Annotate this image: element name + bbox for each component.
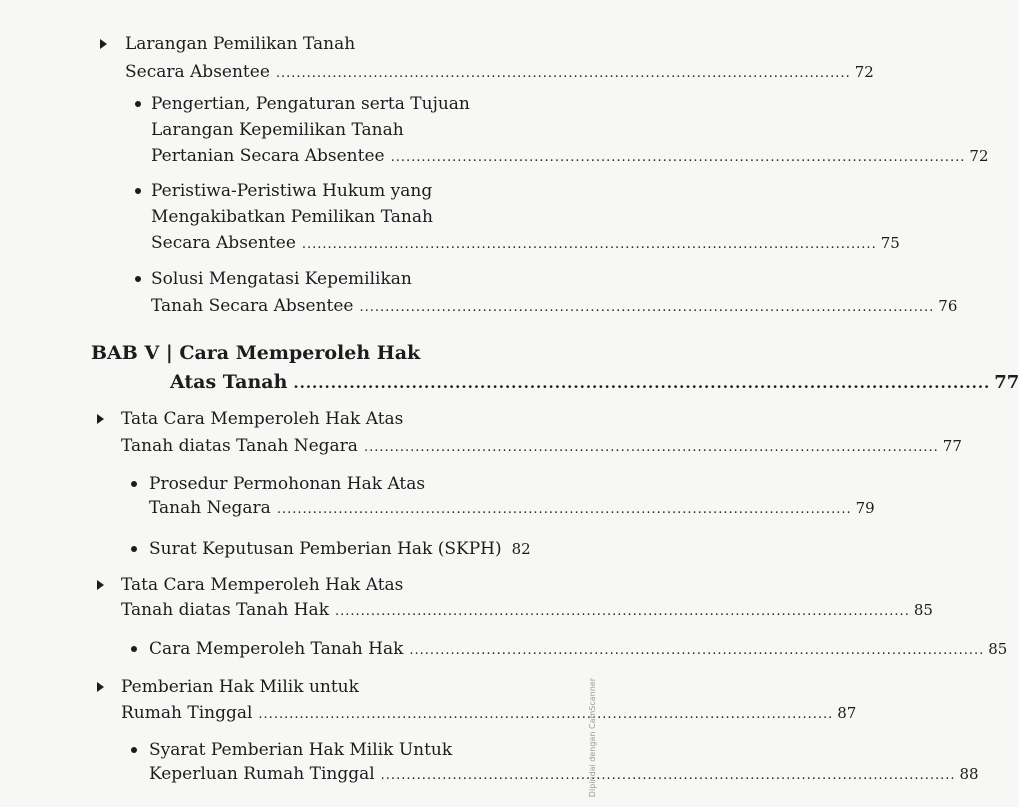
page-number: 77 (942, 437, 962, 455)
dot-leader: ................................................................................................................ (275, 66, 851, 81)
dot-leader: ................................................................................................................ (335, 604, 910, 619)
page-number: 82 (511, 540, 531, 558)
toc-title-line: Larangan Pemilikan Tanah (125, 34, 356, 54)
dot-leader: ................................................................................................................ (276, 502, 852, 517)
toc-title-line: Prosedur Permohonan Hak Atas (149, 474, 426, 494)
toc-title-line: Pengertian, Pengaturan serta Tujuan (151, 94, 470, 114)
toc-leader-line (149, 637, 1008, 663)
dot-bullet-icon (131, 546, 137, 552)
dot-leader: ................................................................................................................ (380, 768, 956, 783)
toc-title-line: Rumah Tinggal (121, 703, 253, 723)
page-number: 75 (880, 234, 900, 252)
page-number: 76 (938, 297, 958, 315)
scanner-watermark: Dipindai dengan CamScanner (588, 677, 597, 797)
toc-leader-line (151, 294, 958, 320)
dot-bullet-icon (131, 646, 137, 652)
dot-leader: ................................................................................................................ (363, 440, 939, 455)
toc-leader-line (149, 762, 979, 788)
chapter-title: BAB V | Cara Memperoleh Hak (91, 342, 421, 364)
toc-title-line: Larangan Kepemilikan Tanah (151, 120, 404, 140)
page-number: 72 (854, 63, 874, 81)
toc-title-line: Tata Cara Memperoleh Hak Atas (121, 409, 404, 429)
dot-bullet-icon (131, 747, 137, 753)
toc-leader-line (151, 231, 900, 257)
toc-title-line: Pertanian Secara Absentee (151, 146, 385, 166)
triangle-bullet-icon (97, 682, 104, 692)
toc-title-line: Tanah Secara Absentee (151, 296, 354, 316)
dot-leader: ................................................................................................................ (301, 237, 877, 252)
toc-title-line: Tanah diatas Tanah Hak (121, 600, 329, 620)
page-number: 77 (994, 372, 1019, 393)
page-number: 79 (855, 499, 875, 517)
dot-bullet-icon (135, 101, 141, 107)
dot-leader: ................................................................................................................ (293, 374, 991, 392)
toc-leader-line (149, 537, 531, 563)
page-number: 87 (837, 704, 857, 722)
toc-title-line: Secara Absentee (151, 233, 296, 253)
toc-title-line: Tata Cara Memperoleh Hak Atas (121, 575, 404, 595)
toc-leader-line (121, 701, 857, 727)
toc-title-line: Secara Absentee (125, 62, 270, 82)
page-number: 72 (969, 147, 989, 165)
toc-leader-line (121, 598, 933, 624)
dot-leader: ................................................................................................................ (359, 300, 935, 315)
page-number: 85 (913, 601, 933, 619)
triangle-bullet-icon (97, 414, 104, 424)
chapter-title: Atas Tanah (170, 371, 288, 393)
toc-leader-line (170, 368, 1019, 397)
dot-bullet-icon (135, 188, 141, 194)
triangle-bullet-icon (97, 580, 104, 590)
dot-leader: ................................................................................................................ (258, 707, 834, 722)
toc-title-line: Peristiwa-Peristiwa Hukum yang (151, 181, 433, 201)
toc-title-line: Pemberian Hak Milik untuk (121, 677, 359, 697)
toc-leader-line (151, 144, 989, 170)
dot-bullet-icon (131, 481, 137, 487)
toc-leader-line (121, 434, 962, 460)
toc-title-line: Solusi Mengatasi Kepemilikan (151, 269, 412, 289)
dot-leader: ................................................................................................................ (409, 643, 985, 658)
dot-leader: ................................................................................................................ (390, 150, 966, 165)
toc-title-line: Syarat Pemberian Hak Milik Untuk (149, 740, 453, 760)
page-number: 88 (959, 765, 979, 783)
toc-title-line: Cara Memperoleh Tanah Hak (149, 639, 404, 659)
toc-title-line: Tanah Negara (149, 498, 271, 518)
toc-leader-line (149, 496, 875, 522)
page-number: 85 (988, 640, 1008, 658)
toc-leader-line (125, 60, 874, 86)
toc-title-line: Tanah diatas Tanah Negara (121, 436, 358, 456)
dot-bullet-icon (135, 276, 141, 282)
toc-title-line: Surat Keputusan Pemberian Hak (SKPH) (149, 539, 502, 559)
toc-title-line: Keperluan Rumah Tinggal (149, 764, 375, 784)
triangle-bullet-icon (100, 39, 107, 49)
toc-title-line: Mengakibatkan Pemilikan Tanah (151, 207, 433, 227)
